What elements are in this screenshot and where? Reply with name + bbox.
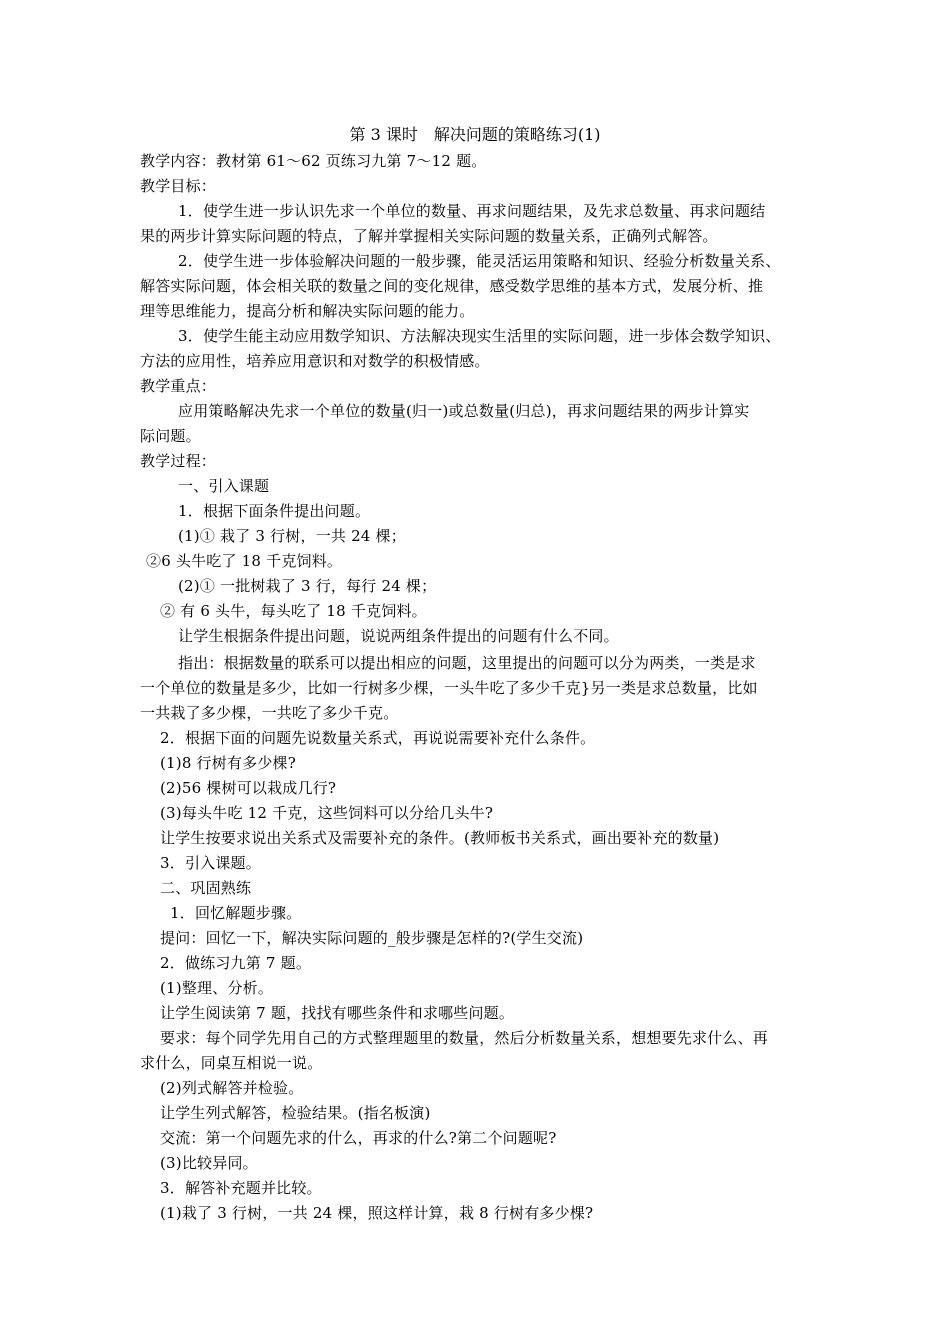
text-line: 指出：根据数量的联系可以提出相应的问题，这里提出的问题可以分为两类，一类是求 <box>178 654 756 672</box>
text-line: 提问：回忆一下，解决实际问题的_般步骤是怎样的?(学生交流) <box>160 929 584 947</box>
text-line: 1．使学生进一步认识先求一个单位的数量、再求问题结果，及先求总数量、再求问题结 <box>178 202 766 220</box>
text-line: 要求：每个同学先用自己的方式整理题里的数量，然后分析数量关系，想想要先求什么、再 <box>160 1029 769 1047</box>
text-line: 让学生根据条件提出问题，说说两组条件提出的问题有什么不同。 <box>178 627 619 645</box>
text-line: 际问题。 <box>140 427 201 445</box>
text-line: 2．使学生进一步体验解决问题的一般步骤，能灵活运用策略和知识、经验分析数量关系、 <box>178 252 781 270</box>
text-line: 一、引入课题 <box>178 477 270 495</box>
text-line: 让学生按要求说出关系式及需要补充的条件。(教师板书关系式，画出要补充的数量) <box>160 829 720 847</box>
text-line: 教学内容：教材第 61～62 页练习九第 7～12 题。 <box>140 152 487 170</box>
text-line: 果的两步计算实际问题的特点，了解并掌握相关实际问题的数量关系，正确列式解答。 <box>140 227 718 245</box>
text-line: 2．做练习九第 7 题。 <box>160 954 312 972</box>
text-line: 3．解答补充题并比较。 <box>160 1179 322 1197</box>
text-line: 二、巩固熟练 <box>160 879 252 897</box>
text-line: 教学重点： <box>140 377 217 395</box>
text-line: (2)列式解答并检验。 <box>160 1079 304 1097</box>
text-line: 理等思维能力，提高分析和解决实际问题的能力。 <box>140 302 475 320</box>
text-line: (3)比较异同。 <box>160 1154 258 1172</box>
text-line: (1)整理、分析。 <box>160 979 274 997</box>
text-line: 2．根据下面的问题先说数量关系式，再说说需要补充什么条件。 <box>160 729 596 747</box>
text-line: 1．回忆解题步骤。 <box>170 904 302 922</box>
text-line: 教学过程： <box>140 452 217 470</box>
document-title: 第 3 课时 解决问题的策略练习(1) <box>349 125 601 144</box>
text-line: 1．根据下面条件提出问题。 <box>178 502 371 520</box>
text-line: 交流：第一个问题先求的什么，再求的什么?第二个问题呢? <box>160 1129 557 1147</box>
text-line: 应用策略解决先求一个单位的数量(归一)或总数量(归总)，再求问题结果的两步计算实 <box>178 402 750 420</box>
text-line: 方法的应用性，培养应用意识和对数学的积极情感。 <box>140 352 490 370</box>
text-line: 教学目标： <box>140 177 217 195</box>
text-line: 让学生列式解答，检验结果。(指名板演) <box>160 1104 431 1122</box>
text-line: 让学生阅读第 7 题，找找有哪些条件和求哪些问题。 <box>160 1004 515 1022</box>
text-line: (1)8 行树有多少棵? <box>160 754 297 772</box>
text-line: 一个单位的数量是多少，比如一行树多少棵，一头牛吃了多少千克}另一类是求总数量，比如 <box>140 679 758 697</box>
text-line: 3．使学生能主动应用数学知识、方法解决现实生活里的实际问题，进一步体会数学知识、 <box>178 327 781 345</box>
text-line: (2)① 一批树栽了 3 行，每行 24 棵； <box>178 577 437 595</box>
text-line: 解答实际问题，体会相关联的数量之间的变化规律，感受数学思维的基本方式，发展分析、推 <box>140 277 764 295</box>
text-line: 一共栽了多少棵，一共吃了多少千克。 <box>140 704 399 722</box>
text-line: (3)每头牛吃 12 千克，这些饲料可以分给几头牛? <box>160 804 494 822</box>
text-line: (1)栽了 3 行树，一共 24 棵，照这样计算，栽 8 行树有多少棵? <box>160 1204 594 1222</box>
text-line: ② 有 6 头牛，每头吃了 18 千克饲料。 <box>160 602 427 620</box>
text-line: 3．引入课题。 <box>160 854 261 872</box>
text-line: ②6 头牛吃了 18 千克饲料。 <box>146 552 343 570</box>
text-line: 求什么，同桌互相说一说。 <box>140 1054 323 1072</box>
text-line: (2)56 棵树可以栽成几行? <box>160 779 337 797</box>
text-line: (1)① 栽了 3 行树，一共 24 棵； <box>178 527 406 545</box>
